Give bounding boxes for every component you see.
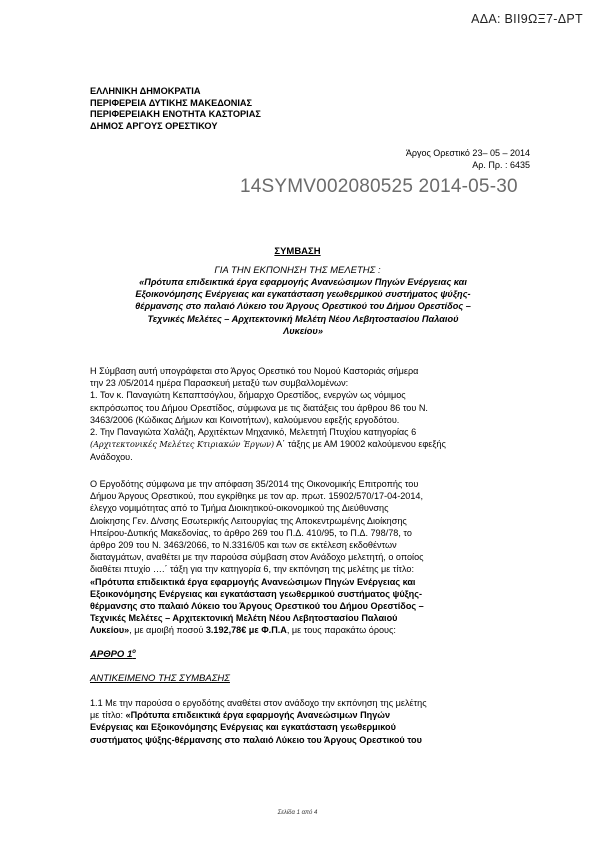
page-footer: Σελίδα 1 από 4 (277, 810, 318, 816)
header-line: ΠΕΡΙΦΕΡΕΙΑ ΔΥΤΙΚΗΣ ΜΑΚΕΔΟΝΙΑΣ (90, 97, 253, 108)
header-line: ΕΛΛΗΝΙΚΗ ΔΗΜΟΚΡΑΤΙΑ (90, 86, 201, 96)
text-line: Ηπείρου-Δυτικής Μακεδονίας, το άρθρο 269 του Π.Δ. 410/95, το Π.Δ. 798/78, το (90, 527, 412, 538)
text-fragment: Λυκείου» (90, 625, 130, 636)
header-line: ΔΗΜΟΣ ΑΡΓΟΥΣ ΟΡΕΣΤΙΚΟΥ (90, 120, 218, 131)
article-heading (90, 649, 136, 660)
text-line: την 23 /05/2014 ημέρα Παρασκευή μεταξύ των συμβαλλομένων: (90, 378, 349, 389)
text-line: Τεχνικές Μελέτες – Αρχιτεκτονική Μελέτη Νέου Λεβητοστασίου Παλαιού (90, 613, 398, 624)
project-title-line: «Πρότυπα επιδεικτικά έργα εφαρμογής Ανανεώσιμων Πηγών Ενέργειας και (139, 277, 467, 287)
assignment-paragraph (90, 478, 502, 637)
text-line: Διοίκησης Γεν. Δ/νσης Εσωτερικής Λειτουργίας της Αποκεντρωμένης Διοίκησης (90, 515, 407, 526)
text-fragment: Α΄ τάξης με ΑΜ 19002 καλούμενου εφεξής (274, 439, 446, 450)
article-label: ΑΡΘΡΟ 1 (90, 649, 133, 661)
text-line: Εξοικονόμησης Ενέργειας και εγκατάσταση γεωθερμικού συστήματος ψύξης- (90, 588, 422, 599)
issuer-header (90, 86, 261, 132)
project-title-line: Τεχνικές Μελέτες – Αρχιτεκτονική Μελέτη Νέου Λεβητοστασίου Παλαιού (147, 313, 459, 324)
text-line: 2. Την Παναγιώτα Χαλάζη, Αρχιτέκτων Μηχανικό, Μελετητή Πτυχίου κατηγορίας 6 (90, 427, 417, 438)
ada-code: ΑΔΑ: ΒΙΙ9ΩΞ7-ΔΡΤ (471, 12, 583, 26)
project-title (110, 276, 496, 337)
text-line: Δήμου Άργους Ορεστικού, που εγκρίθηκε με τον αρ. πρωτ. 15902/570/17-04-2014, (90, 491, 424, 502)
text-line: έλεγχο νομιμότητας από το Τμήμα Διοικητικού-οικονομικού της Διεύθυνσης (90, 503, 389, 514)
text-line: «Πρότυπα επιδεικτικά έργα εφαρμογής Ανανεώσιμων Πηγών Ενέργειας και (90, 576, 416, 587)
text-line: Ανάδοχου. (90, 452, 133, 463)
article-subject-heading: ΑΝΤΙΚΕΙΜΕΝΟ ΤΗΣ ΣΥΜΒΑΣΗΣ (90, 673, 230, 684)
text-line: θέρμανσης στο παλαιό Λύκειο του Άργους Ορεστικού του Δήμου Ορεστίδος – (90, 601, 424, 612)
project-title-line: Εξοικονόμησης Ενέργειας και εγκατάσταση γεωθερμικού συστήματος ψύξης- (135, 289, 471, 300)
text-fragment: με τίτλο: (90, 710, 126, 721)
text-line: 1.1 Με την παρούσα ο εργοδότης αναθέτει στον ανάδοχο την εκπόνηση της μελέτης (90, 698, 427, 708)
text-line: 3463/2006 (Κώδικας Δήμων και Κοινοτήτων), καλούμενου εφεξής εργοδότου. (90, 414, 400, 425)
project-title-line: Λυκείου» (283, 325, 323, 336)
parties-paragraph (90, 365, 502, 464)
text-line: Ενέργειας και Εξοικονόμησης Ενέργειας και εγκατάσταση γεωθερμικού (90, 722, 396, 733)
text-line: διαθέτει πτυχίο ….΄ τάξη για την κατηγορία 6, την εκπόνηση της μελέτης με τίτλο: (90, 564, 415, 575)
date-block (406, 148, 530, 171)
text-line: Η Σύμβαση αυτή υπογράφεται στο Άργος Ορεστικό του Νομού Καστοριάς σήμερα (90, 366, 419, 376)
text-line: εκπρόσωπος του Δήμου Ορεστίδος, σύμφωνα με τις διατάξεις του άρθρου 86 του Ν. (90, 402, 428, 413)
text-line (90, 438, 502, 451)
project-title-line: θέρμανσης στο παλαιό Λύκειο του Άργους Ορεστικού του Δήμου Ορεστίδος – (135, 301, 471, 312)
text-line: 1. Τον κ. Παναγιώτη Κεπαπτσόγλου, δήμαρχο Ορεστίδος, ενεργών ως νόμιμος (90, 390, 406, 401)
text-line: διαταγμάτων, αναθέτει με την παρούσα σύμβαση στον Ανάδοχο μελετητή, ο οποίος (90, 552, 424, 563)
text-line: Ο Εργοδότης σύμφωνα με την απόφαση 35/2014 της Οικονομικής Επιτροπής του (90, 479, 419, 489)
text-fragment: , με τους παρακάτω όρους: (286, 625, 396, 636)
text-line (90, 709, 502, 721)
fee-amount: 3.192,78€ με Φ.Π.Α (205, 625, 287, 636)
header-line: ΠΕΡΙΦΕΡΕΙΑΚΗ ΕΝΟΤΗΤΑ ΚΑΣΤΟΡΙΑΣ (90, 109, 261, 119)
place-date: Άργος Ορεστικό 23– 05 – 2014 (405, 148, 530, 158)
text-line: συστήματος ψύξης-θέρμανσης στο παλαιό Λύκειο του Άργους Ορεστικού του (90, 734, 422, 745)
text-fragment: «Πρότυπα επιδεικτικά έργα εφαρμογής Ανανεώσιμων Πηγών (125, 710, 390, 721)
text-fragment: , με αμοιβή ποσού (129, 625, 206, 636)
text-line (90, 624, 502, 636)
registry-stamp: 14SYMV002080525 2014-05-30 (240, 176, 518, 197)
document-title: ΣΥΜΒΑΣΗ (274, 246, 321, 257)
document-subtitle: ΓΙΑ ΤΗΝ ΕΚΠΟΝΗΣΗ ΤΗΣ ΜΕΛΕΤΗΣ : (214, 265, 381, 276)
article-ordinal: ο (132, 649, 136, 655)
text-line: άρθρο 209 του Ν. 3463/2066, το Ν.3316/05 και των σε εκτέλεση εκδοθέντων (90, 540, 397, 551)
protocol-number: Αρ. Πρ. : 6435 (472, 159, 530, 170)
category-note: (Αρχιτεκτονικές Μελέτες Κτιριακών Έργων) (90, 440, 275, 450)
article-paragraph (90, 697, 502, 746)
